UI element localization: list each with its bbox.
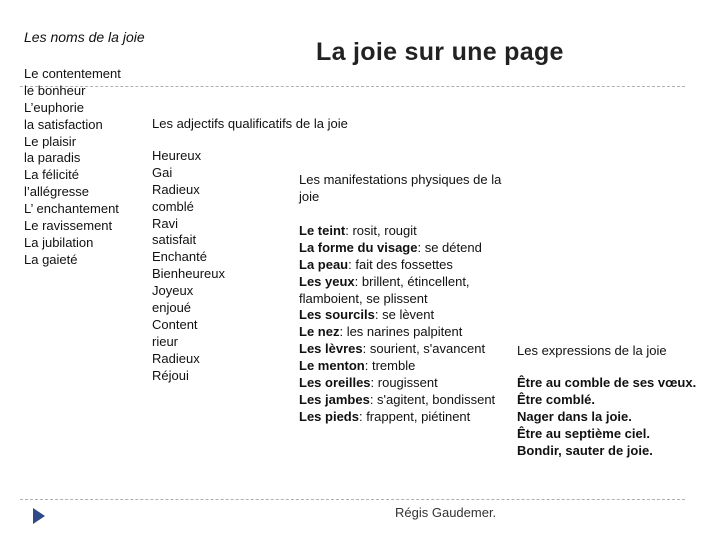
bottom-divider <box>20 499 685 500</box>
expressions-heading: Les expressions de la joie <box>517 343 667 358</box>
body-part-term: Les lèvres <box>299 341 363 357</box>
list-item: La gaieté <box>24 251 78 267</box>
body-part-desc: : fait des fossettes <box>348 256 453 272</box>
list-item <box>299 240 495 257</box>
list-item: enjoué <box>152 300 192 316</box>
list-item: Enchanté <box>152 249 207 265</box>
body-part-desc: : tremble <box>364 358 416 374</box>
list-item <box>299 341 495 358</box>
physical-list <box>299 223 495 426</box>
list-item: L’ enchantement <box>24 201 119 217</box>
list-item: Radieux <box>152 350 200 366</box>
list-item: La jubilation <box>24 234 94 250</box>
list-item: Ravi <box>152 215 179 231</box>
list-item: le bonheur <box>24 82 86 98</box>
list-item <box>299 223 495 240</box>
body-part-desc: : s'agitent, bondissent <box>369 391 496 407</box>
body-part-term: Les jambes <box>299 391 370 407</box>
body-part-desc: : les narines palpitent <box>339 324 463 340</box>
body-part-desc: : brillent, étincellent, <box>354 273 470 289</box>
list-item: comblé <box>152 198 194 214</box>
list-item: la satisfaction <box>24 116 103 132</box>
list-item <box>299 324 495 341</box>
list-item <box>299 307 495 324</box>
list-item: Gai <box>152 164 173 180</box>
body-part-desc: : rougissent <box>370 375 438 391</box>
list-item: Le plaisir <box>24 133 77 149</box>
nouns-list <box>24 66 121 269</box>
list-item: Le ravissement <box>24 218 113 234</box>
list-item: satisfait <box>152 232 197 248</box>
list-item: Radieux <box>152 181 200 197</box>
list-item: La félicité <box>24 167 79 183</box>
list-item: Heureux <box>152 148 202 163</box>
list-item <box>299 274 495 291</box>
body-part-term: Le teint <box>299 223 346 238</box>
body-part-desc: : se détend <box>417 239 482 255</box>
page-title: La joie sur une page <box>316 38 564 66</box>
adjectives-heading: Les adjectifs qualificatifs de la joie <box>152 116 348 131</box>
subtitle: Les noms de la joie <box>24 29 145 45</box>
list-item: rieur <box>152 333 179 349</box>
next-slide-arrow-icon[interactable] <box>32 507 46 525</box>
author-credit: Régis Gaudemer. <box>395 505 497 520</box>
list-item <box>299 291 495 308</box>
body-part-term: La forme du visage <box>299 239 418 255</box>
list-item <box>299 409 495 426</box>
list-item: Être au septième ciel. <box>517 425 650 441</box>
body-part-desc: : se lèvent <box>374 307 435 323</box>
body-part-desc: flamboient, se plissent <box>299 290 428 306</box>
physical-heading <box>299 172 501 206</box>
list-item: la paradis <box>24 150 81 166</box>
list-item: Être au comble de ses vœux. <box>517 375 697 390</box>
list-item: L’euphorie <box>24 99 84 115</box>
list-item: Réjoui <box>152 367 189 383</box>
physical-heading-line: joie <box>299 188 320 204</box>
list-item <box>299 375 495 392</box>
body-part-desc: : sourient, s'avancent <box>362 341 486 357</box>
body-part-term: Les sourcils <box>299 307 375 323</box>
body-part-term: La peau <box>299 256 349 272</box>
expressions-list <box>517 375 696 459</box>
list-item <box>299 392 495 409</box>
list-item: Nager dans la joie. <box>517 408 632 424</box>
list-item: Content <box>152 316 198 332</box>
list-item: Le contentement <box>24 66 121 81</box>
adjectives-list <box>152 148 225 384</box>
list-item: Bondir, sauter de joie. <box>517 442 653 458</box>
body-part-desc: : rosit, rougit <box>345 223 417 238</box>
list-item: Bienheureux <box>152 266 225 282</box>
body-part-term: Les oreilles <box>299 375 371 391</box>
body-part-term: Le nez <box>299 324 340 340</box>
list-item: Joyeux <box>152 283 194 299</box>
list-item: l’allégresse <box>24 184 90 200</box>
physical-heading-line: Les manifestations physiques de la <box>299 172 502 187</box>
list-item: Être comblé. <box>517 391 596 407</box>
list-item <box>299 358 495 375</box>
body-part-term: Les yeux <box>299 273 355 289</box>
body-part-term: Le menton <box>299 358 365 374</box>
body-part-desc: : frappent, piétinent <box>358 408 471 424</box>
body-part-term: Les pieds <box>299 408 359 424</box>
list-item <box>299 257 495 274</box>
